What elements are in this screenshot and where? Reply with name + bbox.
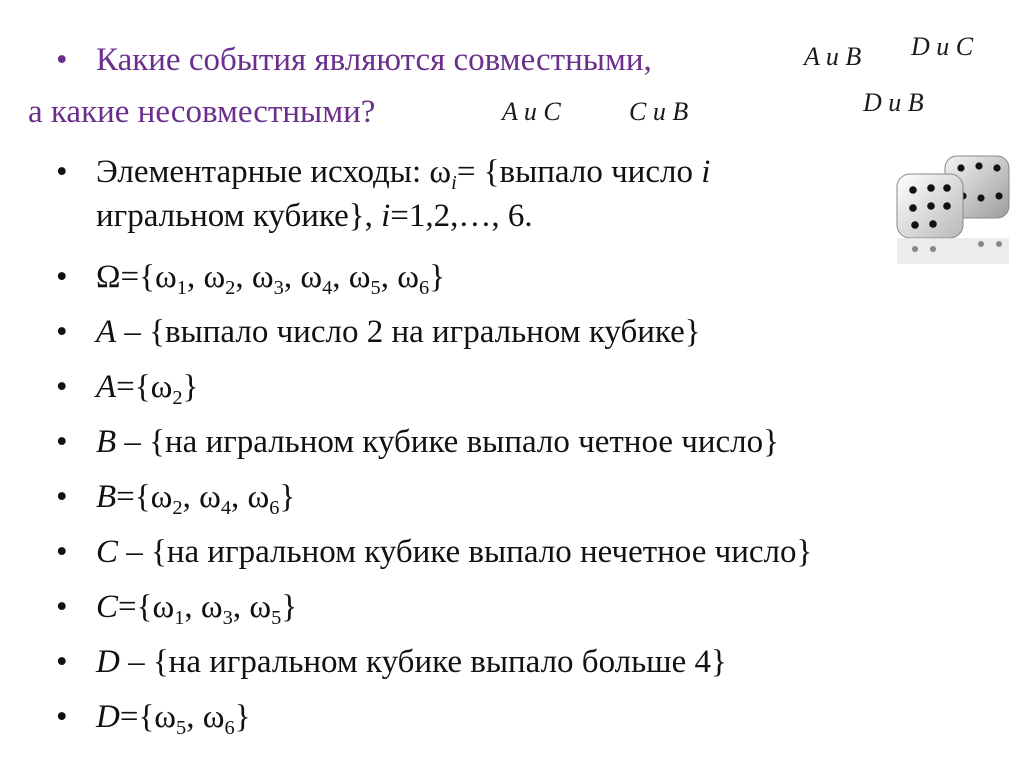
bullet: • <box>56 589 68 625</box>
set-separator: , <box>380 259 398 295</box>
event-a-set <box>96 367 199 410</box>
omega-symbol: ω <box>348 259 371 295</box>
bullet: • <box>56 479 68 515</box>
note-c-and-b: C и B <box>629 97 689 126</box>
set-separator: , <box>184 589 201 625</box>
elementary-rest: = {выпало число <box>456 154 702 190</box>
omega-symbol: ω <box>203 259 226 295</box>
event-b-set <box>96 477 296 520</box>
elementary-outcomes-text-2 <box>96 196 533 236</box>
omega-subscript: 3 <box>222 607 233 630</box>
event-b-set-items <box>150 479 280 520</box>
bullet: • <box>56 42 68 78</box>
elementary-prefix: Элементарные исходы: ω <box>96 154 452 190</box>
elementary-line2a: игральном кубике}, <box>96 198 382 234</box>
omega-symbol: ω <box>150 369 173 405</box>
question-text-2: а какие несовместными? <box>28 94 376 130</box>
omega-set <box>96 257 446 300</box>
question-text-1: Какие события являются совместными, <box>96 42 652 78</box>
omega-subscript: 5 <box>176 717 187 740</box>
dice-image <box>893 152 1015 264</box>
omega-symbol: ω <box>202 699 225 735</box>
bullet: • <box>56 259 68 295</box>
omega-symbol: ω <box>247 479 270 515</box>
event-a-text: – {выпало число 2 на игральном кубике} <box>116 314 701 350</box>
set-separator: , <box>186 699 203 735</box>
event-b-text: – {на игральном кубике выпало четное число} <box>116 424 779 460</box>
event-d-definition <box>96 642 727 682</box>
event-a-set-var: A <box>96 369 117 405</box>
omega-subscript: 4 <box>220 497 232 520</box>
omega-symbol: ω <box>200 589 223 625</box>
event-c-text: – {на игральном кубике выпало нечетное число} <box>118 534 813 570</box>
set-separator: , <box>186 259 204 295</box>
omega-symbol: ω <box>150 479 173 515</box>
omega-symbol: ω <box>154 259 177 295</box>
bullet: • <box>56 699 68 735</box>
event-d-set-tail: } <box>234 699 251 735</box>
elementary-line2b: =1,2,…, 6. <box>390 198 533 234</box>
event-a-definition <box>96 312 701 352</box>
omega-subscript: 2 <box>172 387 183 410</box>
event-d-set-head: ={ <box>119 699 155 735</box>
event-b-var: B <box>96 424 117 460</box>
omega-symbol: ω <box>251 259 274 295</box>
omega-symbol: ω <box>397 259 419 295</box>
event-d-set <box>96 697 251 740</box>
elementary-var: i <box>701 154 711 190</box>
set-separator: , <box>283 259 301 295</box>
set-separator: , <box>232 589 250 625</box>
event-d-text: – {на игральном кубике выпало больше 4} <box>119 644 727 680</box>
omega-symbol: ω <box>152 589 175 625</box>
event-c-set <box>96 587 298 630</box>
event-b-set-head: ={ <box>116 479 151 515</box>
bullet: • <box>56 644 68 680</box>
event-c-set-tail: } <box>281 589 298 625</box>
omega-subscript: 5 <box>370 277 381 300</box>
omega-subscript: 5 <box>271 607 282 630</box>
elementary-line2-var: i <box>381 198 391 234</box>
omega-subscript: 4 <box>322 277 333 300</box>
note-a-and-b: A и B <box>804 42 862 71</box>
event-a-set-tail: } <box>182 369 199 405</box>
event-c-definition <box>96 532 812 572</box>
bullet: • <box>56 314 68 350</box>
bullet: • <box>56 369 68 405</box>
note-d-and-c: D и C <box>911 32 974 61</box>
omega-set-tail: } <box>429 259 446 295</box>
bullet: • <box>56 154 68 190</box>
omega-subscript: 6 <box>269 497 280 520</box>
elementary-outcomes-text <box>96 152 711 195</box>
event-c-var: C <box>96 534 119 570</box>
omega-symbol: ω <box>154 699 177 735</box>
omega-index: i <box>451 172 457 195</box>
event-d-set-var: D <box>96 699 120 735</box>
omega-symbol: ω <box>199 479 221 515</box>
bullet: • <box>56 534 68 570</box>
event-c-set-var: C <box>96 589 119 625</box>
event-c-set-head: ={ <box>118 589 153 625</box>
event-d-var: D <box>96 644 120 680</box>
note-d-and-b: D и B <box>863 88 924 117</box>
event-b-set-tail: } <box>279 479 296 515</box>
set-separator: , <box>235 259 252 295</box>
omega-subscript: 6 <box>224 717 235 740</box>
set-separator: , <box>182 479 200 515</box>
omega-symbol: ω <box>300 259 323 295</box>
omega-subscript: 3 <box>273 277 284 300</box>
event-c-set-items <box>152 589 282 630</box>
event-a-var: A <box>96 314 117 350</box>
omega-subscript: 1 <box>174 607 185 630</box>
set-separator: , <box>231 479 248 515</box>
bullet: • <box>56 424 68 460</box>
event-a-set-head: ={ <box>116 369 151 405</box>
note-a-and-c: A и C <box>502 97 561 126</box>
omega-subscript: 6 <box>418 277 430 300</box>
event-d-set-items <box>154 699 235 740</box>
omega-subscript: 2 <box>225 277 236 300</box>
event-b-set-var: B <box>96 479 117 515</box>
omega-symbol: ω <box>249 589 272 625</box>
omega-set-head: Ω={ <box>96 259 155 295</box>
event-a-set-items <box>150 369 183 410</box>
omega-subscript: 2 <box>172 497 183 520</box>
event-b-definition <box>96 422 779 462</box>
set-separator: , <box>332 259 349 295</box>
omega-subscript: 1 <box>176 277 187 300</box>
omega-set-items <box>154 259 430 300</box>
